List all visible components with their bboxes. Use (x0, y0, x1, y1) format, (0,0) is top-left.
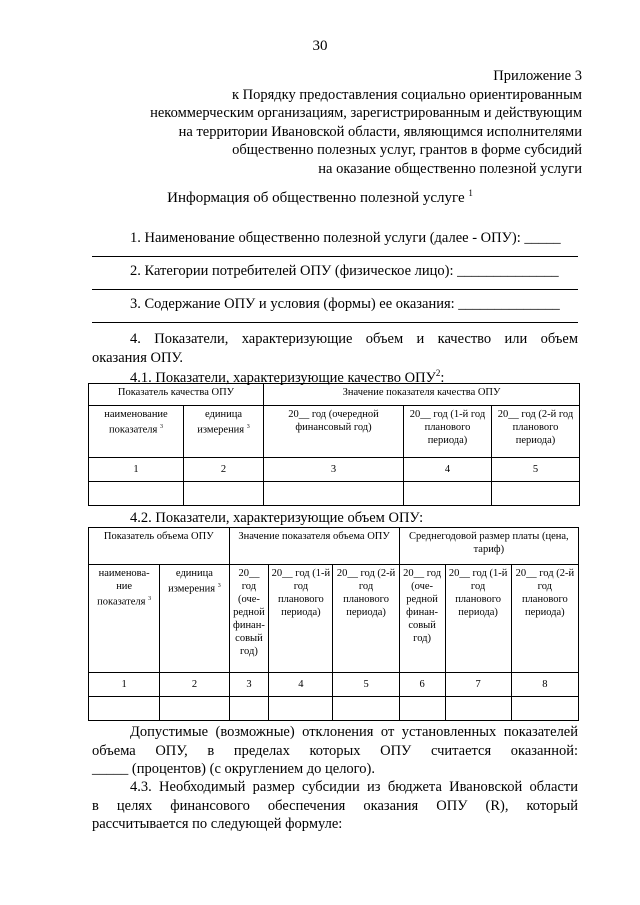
empty-cell (269, 697, 333, 721)
col-number: 5 (492, 458, 580, 482)
deviation-line: Допустимые (возможные) отклонения от установленных показателей (130, 724, 578, 740)
col-price-2-header: 20__ год (2-й год планового периода) (511, 565, 578, 673)
volume-table (88, 527, 579, 721)
empty-cell (445, 697, 511, 721)
volume-group-header: Показатель объема ОПУ (89, 528, 230, 565)
price-group-header: Среднегодовой размер платы (цена, тариф) (399, 528, 578, 565)
col-unit-header: единица измерения $^3$ (184, 406, 264, 458)
col-name-header: наименование показателя $^3$ (89, 406, 184, 458)
deviation-paragraph (92, 723, 578, 779)
col-number: 2 (160, 673, 229, 697)
empty-cell (160, 697, 229, 721)
item-4 (92, 330, 578, 367)
document-title (0, 188, 640, 207)
deviation-line: _____ (процентов) (с округлением до целого). (92, 761, 375, 777)
col-number: 7 (445, 673, 511, 697)
col-name-header: наименова-ние показателя $^3$ (89, 565, 160, 673)
col-number: 8 (511, 673, 578, 697)
footnote-marker: 1 (468, 188, 473, 198)
subsidy-line: 4.3. Необходимый размер субсидии из бюджета Ивановской области (130, 779, 578, 795)
col-value-current-header: 20__ год (оче-редной финан-совый год) (229, 565, 269, 673)
col-number: 4 (269, 673, 333, 697)
quality-group-header: Показатель качества ОПУ (89, 384, 264, 406)
item-4-1-colon: : (440, 369, 445, 386)
col-value-1-header: 20__ год (1-й год планового периода) (269, 565, 333, 673)
appendix-line: на территории Ивановской области, являющимся исполнителями (178, 123, 582, 140)
col-number: 3 (264, 458, 404, 482)
appendix-line: некоммерческим организациям, зарегистрированным и действующим (150, 105, 582, 122)
volume-value-header: Значение показателя объема ОПУ (229, 528, 399, 565)
item-4-line: 4. Показатели, характеризующие объем и качество или объем (130, 331, 578, 347)
empty-cell (492, 482, 580, 506)
appendix-line: общественно полезных услуг, грантов в форме субсидий (232, 142, 582, 159)
deviation-line: объема ОПУ, в пределах которых ОПУ считается оказанной: (92, 742, 578, 759)
item-4-2: 4.2. Показатели, характеризующие объем ОПУ: (130, 510, 424, 526)
fill-line (92, 256, 578, 257)
footnote-marker: 2 (435, 368, 441, 378)
empty-cell (229, 697, 269, 721)
col-number: 1 (89, 458, 184, 482)
col-number: 3 (229, 673, 269, 697)
subsidy-line: в целях финансового обеспечения оказания ОПУ (R), который (92, 797, 578, 814)
item-4-line: оказания ОПУ. (92, 349, 183, 366)
quality-value-header: Значение показателя качества ОПУ (264, 384, 580, 406)
col-number: 2 (184, 458, 264, 482)
document-title-text: Информация об общественно полезной услуге (167, 190, 465, 206)
empty-cell (264, 482, 404, 506)
col-year-2-header: 20__ год (2-й год планового периода) (492, 406, 580, 458)
empty-cell (89, 482, 184, 506)
item-2: 2. Категории потребителей ОПУ (физическое лицо): ______________ (130, 263, 559, 279)
item-3: 3. Содержание ОПУ и условия (формы) ее оказания: ______________ (130, 296, 560, 312)
fill-line (92, 289, 578, 290)
empty-cell (89, 697, 160, 721)
fill-line (92, 322, 578, 323)
empty-cell (184, 482, 264, 506)
col-year-current-header: 20__ год (очередной финансовый год) (264, 406, 404, 458)
page-number: 30 (312, 38, 328, 54)
col-year-1-header: 20__ год (1-й год планового периода) (404, 406, 492, 458)
empty-cell (404, 482, 492, 506)
empty-cell (399, 697, 445, 721)
appendix-line: к Порядку предоставления социально ориентированным (231, 86, 582, 103)
col-value-2-header: 20__ год (2-й год планового периода) (333, 565, 399, 673)
subsidy-paragraph (92, 778, 578, 834)
subsidy-line: рассчитывается по следующей формуле: (92, 816, 343, 832)
col-unit-header: единица измерения $^3$ (160, 565, 229, 673)
empty-cell (511, 697, 578, 721)
appendix-block (62, 67, 582, 179)
item-1: 1. Наименование общественно полезной услуги (далее - ОПУ): _____ (130, 230, 561, 246)
appendix-title: Приложение 3 (493, 68, 582, 84)
col-price-current-header: 20__ год (оче-редной финан-совый год) (399, 565, 445, 673)
empty-cell (333, 697, 399, 721)
appendix-line: на оказание общественно полезной услуги (318, 160, 582, 177)
col-number: 4 (404, 458, 492, 482)
col-price-1-header: 20__ год (1-й год планового периода) (445, 565, 511, 673)
col-number: 6 (399, 673, 445, 697)
quality-table (88, 383, 580, 506)
col-number: 5 (333, 673, 399, 697)
col-number: 1 (89, 673, 160, 697)
item-4-1-text: 4.1. Показатели, характеризующие качество ОПУ (130, 369, 436, 386)
